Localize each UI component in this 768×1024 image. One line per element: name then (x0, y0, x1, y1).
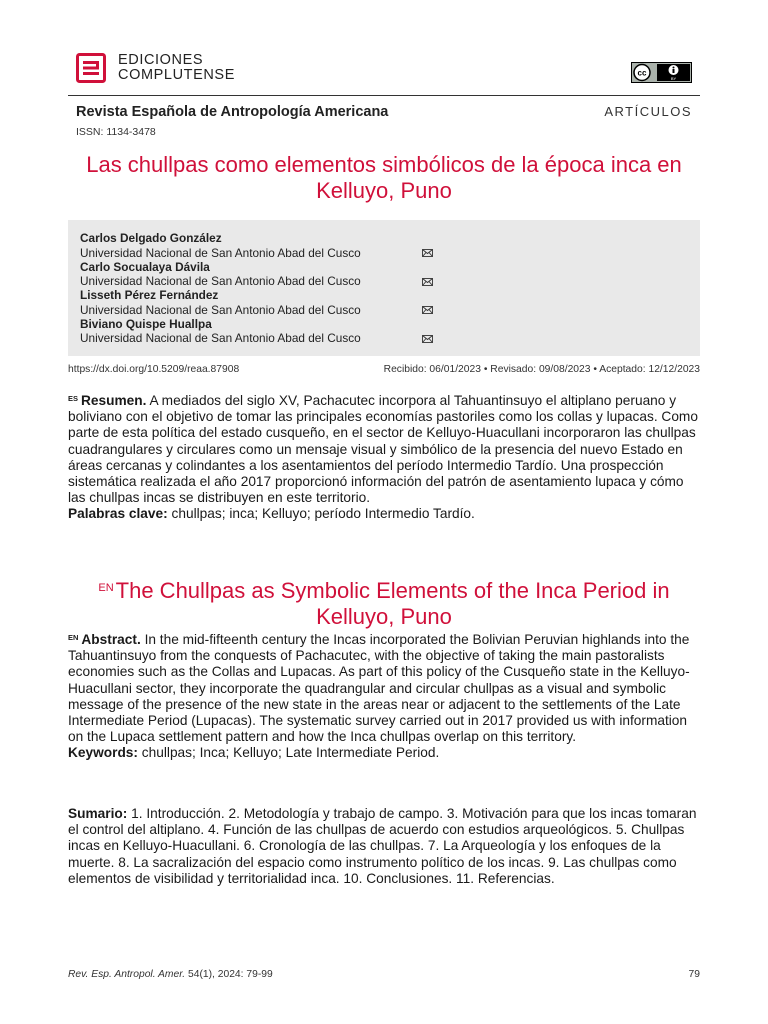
summary-text: 1. Introducción. 2. Metodología y trabajo de campo. 3. Motivación para que los incas tomaran el control del altiplano. 4. Función de las chullpas de acuerdo con estudios arqueológicos. 5. Chullpas incas en Kelluyo-Huacullani. 6. Cronología de las chullpas. 7. La Arqueología y los enfoques de la muerte. 8. La sacralización del espacio como instrumento político de los incas. 9. Las chullpas como elementos de visibilidad y territorialidad inca. 10. Conclusiones. 11. Referencias. (68, 806, 697, 886)
abstract-es (68, 391, 700, 523)
svg-text:cc: cc (637, 68, 647, 78)
mail-icon[interactable] (422, 335, 433, 343)
section-label: ARTÍCULOS (604, 104, 692, 119)
publisher-name (118, 53, 235, 83)
footer-citation-details: 54(1), 2024: 79-99 (185, 969, 273, 980)
abstract-en-text: In the mid-fifteenth century the Incas incorporated the Bolivian Peruvian highlands into the Tahuantinsuyo from the conquests of Pachacutec, with the objective of taking the main pastoralists economies such as the Collas and Lupacas. As part of this policy of the Cusqueño state in the Kelluyo-Huacullani sector, they incorporate the quadrangular and circular chullpas as a visual and symbolic message of the presence of the new state in the areas near or adjacent to the settlements of the Late Intermediate Period (Lupacas). The systematic survey carried out in 2017 provided us with information on the Lupaca settlement pattern and how the Inca chullpas overlap on this territory. (68, 632, 690, 745)
article-title-es: Las chullpas como elementos simbólicos de la época inca en Kelluyo, Puno (86, 152, 682, 203)
author-name: Biviano Quispe Huallpa (80, 316, 212, 331)
abstract-en (68, 630, 700, 762)
author-affiliation: Universidad Nacional de San Antonio Abad del Cusco (80, 245, 361, 260)
doi-link[interactable]: https://dx.doi.org/10.5209/reaa.87908 (68, 364, 240, 375)
article-dates: Recibido: 06/01/2023 • Revisado: 09/08/2023 • Aceptado: 12/12/2023 (383, 364, 700, 375)
keywords-en: chullpas; Inca; Kelluyo; Late Intermediate Period. (141, 745, 440, 761)
author-affiliation: Universidad Nacional de San Antonio Abad del Cusco (80, 331, 361, 345)
header-divider (68, 95, 700, 96)
publisher-name-line1: EDICIONES (118, 52, 204, 68)
authors-box (68, 220, 700, 356)
article-title-en (68, 575, 700, 630)
author-entry (80, 288, 361, 317)
ediciones-complutense-logo (76, 53, 106, 83)
keywords-es: chullpas; inca; Kelluyo; período Intermedio Tardío. (171, 506, 475, 522)
abstract-es-label: Resumen. (81, 393, 147, 408)
author-affiliation: Universidad Nacional de San Antonio Abad del Cusco (80, 302, 361, 317)
mail-icon[interactable] (422, 278, 433, 286)
author-entry (80, 231, 361, 260)
article-title-en-text: The Chullpas as Symbolic Elements of the Inca Period in Kelluyo, Puno (115, 578, 670, 629)
lang-tag-en-title: EN (98, 582, 114, 594)
author-entry (80, 317, 361, 346)
cc-by-text: BY (670, 76, 677, 81)
summary-label: Sumario: (68, 806, 128, 821)
footer-citation (68, 969, 273, 980)
author-entry (80, 260, 361, 289)
mail-icon[interactable] (422, 249, 433, 257)
summary (68, 806, 700, 887)
publisher-name-line2: COMPLUTENSE (118, 67, 235, 83)
keywords-es-label: Palabras clave: (68, 506, 168, 522)
journal-title: Revista Española de Antropología Americana (76, 104, 389, 120)
author-name: Carlo Socualaya Dávila (80, 259, 210, 274)
abstract-en-label: Abstract. (81, 632, 141, 647)
cc-by-license-icon[interactable] (631, 62, 692, 83)
page-number: 79 (688, 969, 700, 980)
footer-journal-abbrev: Rev. Esp. Antropol. Amer. (68, 969, 186, 980)
author-affiliation: Universidad Nacional de San Antonio Abad del Cusco (80, 274, 361, 288)
issn: ISSN: 1134-3478 (76, 126, 156, 138)
mail-icon[interactable] (422, 306, 433, 314)
lang-tag-es: ES (68, 394, 79, 403)
author-name: Lisseth Pérez Fernández (80, 288, 219, 302)
lang-tag-en: EN (68, 633, 79, 642)
keywords-en-label: Keywords: (68, 745, 138, 761)
author-name: Carlos Delgado González (80, 231, 222, 245)
abstract-es-text: A mediados del siglo XV, Pachacutec incorpora al Tahuantinsuyo el altiplano peruano y boliviano con el objetivo de tomar las principales economías pastoriles como los collas y lupacas. Como parte de esta política del estado cusqueño, en el sector de Kelluyo-Huacullani incorporaron las chullpas cuadrangulares y circulares como un mensaje visual y simbólico de la presencia del nuevo Estado en áreas cercanas y colindantes a los asentamientos del período Intermedio Tardío. Una prospección sistemática realizada el año 2017 proporcionó información del patrón de asentamiento lupaca y cómo las chullpas incas se distribuyen en este territorio. (68, 393, 698, 506)
